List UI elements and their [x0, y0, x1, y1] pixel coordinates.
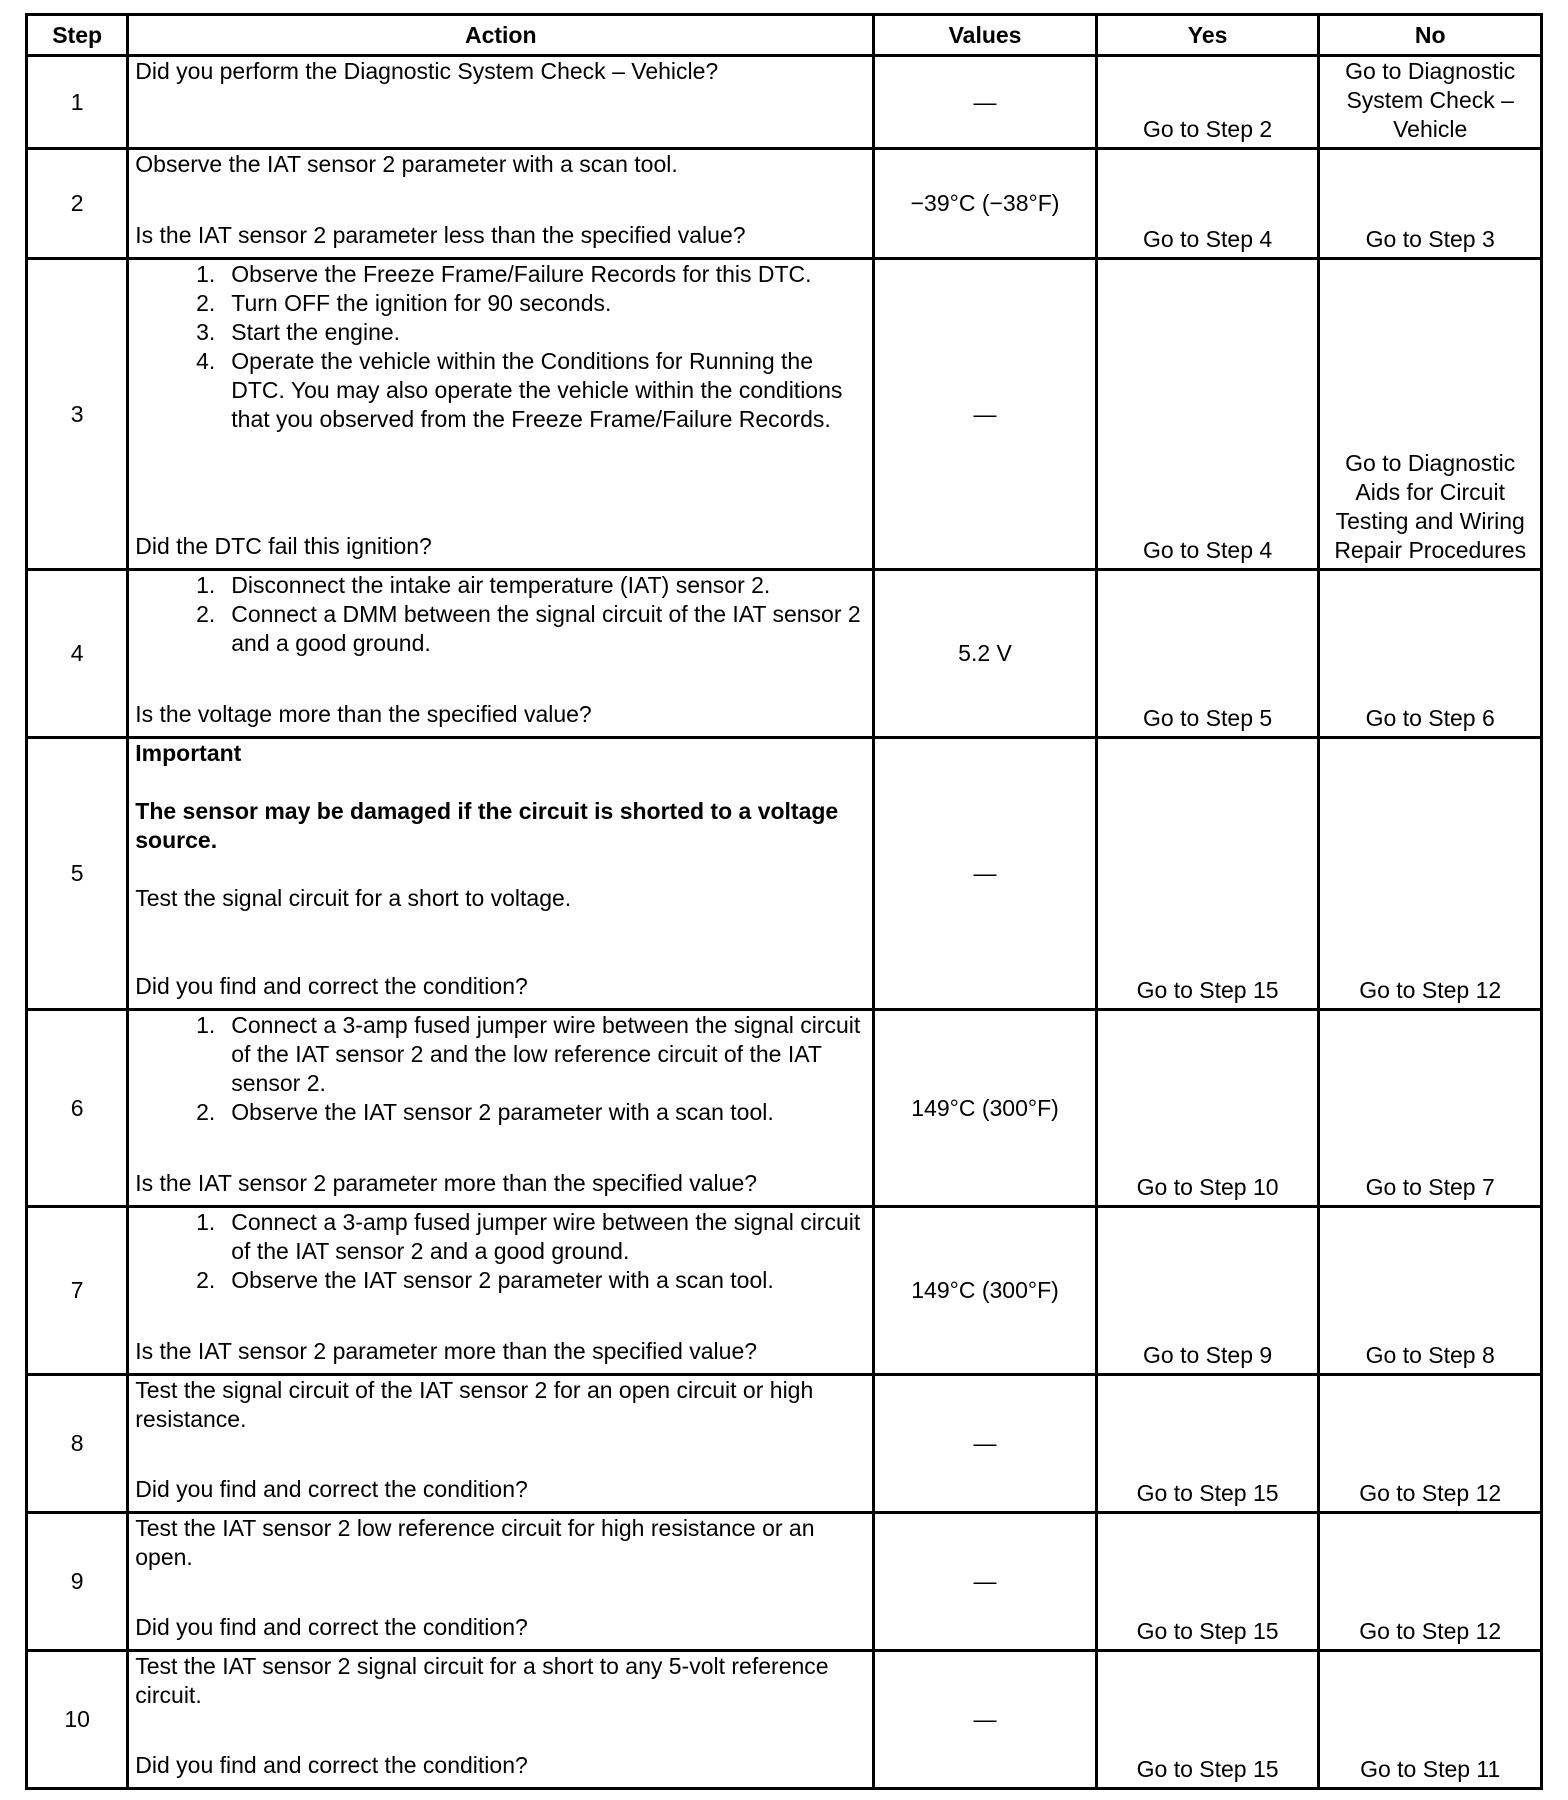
- table-row: [27, 570, 1542, 738]
- action-question: Is the voltage more than the specified value?: [135, 701, 592, 727]
- value-cell: 149°C (300°F): [874, 1207, 1097, 1375]
- action-text: Observe the IAT sensor 2 parameter with a scan tool.: [135, 151, 678, 177]
- action-text: Test the IAT sensor 2 low reference circuit for high resistance or an open.: [135, 1515, 815, 1570]
- list-item: 2. Observe the IAT sensor 2 parameter with a scan tool.: [196, 1099, 774, 1125]
- table-row: [27, 1651, 1542, 1789]
- no-cell: Go to Step 3: [1319, 149, 1542, 259]
- no-cell: Go to Step 12: [1319, 1513, 1542, 1651]
- action-cell: [128, 1010, 874, 1207]
- action-cell: [128, 570, 874, 738]
- table-row: [27, 738, 1542, 1010]
- header-yes: Yes: [1096, 15, 1319, 56]
- step-number: 4: [27, 570, 128, 738]
- action-question: Is the IAT sensor 2 parameter more than the specified value?: [135, 1170, 758, 1196]
- action-question: Did you find and correct the condition?: [135, 1476, 528, 1502]
- step-number: 1: [27, 56, 128, 149]
- table-row: [27, 1375, 1542, 1513]
- step-number: 7: [27, 1207, 128, 1375]
- yes-cell: Go to Step 15: [1096, 738, 1319, 1010]
- action-cell: [128, 1207, 874, 1375]
- list-item: 1. Connect a 3-amp fused jumper wire between the signal circuit of the IAT sensor 2 and a good ground.: [196, 1209, 861, 1264]
- action-text: Test the signal circuit of the IAT sensor 2 for an open circuit or high resistance.: [135, 1377, 814, 1432]
- diagnostic-table: [25, 13, 1543, 1790]
- action-cell: [128, 1651, 874, 1789]
- step-number: 8: [27, 1375, 128, 1513]
- important-note: The sensor may be damaged if the circuit is shorted to a voltage source.: [135, 798, 839, 853]
- yes-cell: Go to Step 15: [1096, 1375, 1319, 1513]
- table-row: [27, 56, 1542, 149]
- action-cell: [128, 1375, 874, 1513]
- action-step-list: [135, 571, 866, 658]
- action-cell: [128, 149, 874, 259]
- table-row: [27, 149, 1542, 259]
- table-header-row: [27, 15, 1542, 56]
- action-text: Test the IAT sensor 2 signal circuit for a short to any 5-volt reference circuit.: [135, 1653, 829, 1708]
- action-cell: [128, 738, 874, 1010]
- action-question: Is the IAT sensor 2 parameter more than the specified value?: [135, 1338, 758, 1364]
- yes-cell: Go to Step 15: [1096, 1513, 1319, 1651]
- action-cell: [128, 1513, 874, 1651]
- no-cell: Go to Step 12: [1319, 1375, 1542, 1513]
- action-cell: [128, 259, 874, 570]
- no-cell: Go to Diagnostic Aids for Circuit Testing and Wiring Repair Procedures: [1319, 259, 1542, 570]
- step-number: 10: [27, 1651, 128, 1789]
- yes-cell: Go to Step 10: [1096, 1010, 1319, 1207]
- list-item: 3. Start the engine.: [196, 319, 401, 345]
- action-text: Test the signal circuit for a short to voltage.: [135, 885, 572, 911]
- value-cell: —: [874, 259, 1097, 570]
- action-text: Did you perform the Diagnostic System Check – Vehicle?: [135, 58, 719, 84]
- header-action: Action: [128, 15, 874, 56]
- header-no: No: [1319, 15, 1542, 56]
- action-question: Did you find and correct the condition?: [135, 1752, 528, 1778]
- step-number: 5: [27, 738, 128, 1010]
- action-question: Did you find and correct the condition?: [135, 1614, 528, 1640]
- action-question: Is the IAT sensor 2 parameter less than the specified value?: [135, 222, 746, 248]
- list-item: 1. Observe the Freeze Frame/Failure Records for this DTC.: [196, 261, 812, 287]
- list-item: 2. Turn OFF the ignition for 90 seconds.: [196, 290, 612, 316]
- yes-cell: Go to Step 15: [1096, 1651, 1319, 1789]
- yes-cell: Go to Step 4: [1096, 259, 1319, 570]
- no-cell: Go to Step 7: [1319, 1010, 1542, 1207]
- action-cell: [128, 56, 874, 149]
- step-number: 3: [27, 259, 128, 570]
- value-cell: 149°C (300°F): [874, 1010, 1097, 1207]
- list-item: 1. Disconnect the intake air temperature (IAT) sensor 2.: [196, 572, 771, 598]
- value-cell: —: [874, 738, 1097, 1010]
- step-number: 9: [27, 1513, 128, 1651]
- value-cell: —: [874, 56, 1097, 149]
- value-cell: —: [874, 1513, 1097, 1651]
- action-question: Did you find and correct the condition?: [135, 973, 528, 999]
- yes-cell: Go to Step 2: [1096, 56, 1319, 149]
- value-cell: —: [874, 1651, 1097, 1789]
- no-cell: Go to Diagnostic System Check – Vehicle: [1319, 56, 1542, 149]
- list-item: 2. Observe the IAT sensor 2 parameter with a scan tool.: [196, 1267, 774, 1293]
- step-number: 2: [27, 149, 128, 259]
- value-cell: 5.2 V: [874, 570, 1097, 738]
- action-step-list: [135, 260, 866, 434]
- no-cell: Go to Step 6: [1319, 570, 1542, 738]
- header-step: Step: [27, 15, 128, 56]
- action-step-list: [135, 1011, 866, 1127]
- yes-cell: Go to Step 9: [1096, 1207, 1319, 1375]
- action-step-list: [135, 1208, 866, 1295]
- table-row: [27, 1207, 1542, 1375]
- no-cell: Go to Step 8: [1319, 1207, 1542, 1375]
- table-row: [27, 1010, 1542, 1207]
- table-row: [27, 259, 1542, 570]
- diagnostic-table-container: [25, 13, 1543, 1790]
- list-item: 2. Connect a DMM between the signal circuit of the IAT sensor 2 and a good ground.: [196, 601, 861, 656]
- list-item: 1. Connect a 3-amp fused jumper wire between the signal circuit of the IAT sensor 2 and the low reference circuit of the IAT sensor 2.: [196, 1012, 861, 1096]
- table-row: [27, 1513, 1542, 1651]
- step-number: 6: [27, 1010, 128, 1207]
- yes-cell: Go to Step 5: [1096, 570, 1319, 738]
- no-cell: Go to Step 11: [1319, 1651, 1542, 1789]
- important-heading: Important: [135, 740, 242, 766]
- value-cell: −39°C (−38°F): [874, 149, 1097, 259]
- no-cell: Go to Step 12: [1319, 738, 1542, 1010]
- value-cell: —: [874, 1375, 1097, 1513]
- list-item: 4. Operate the vehicle within the Conditions for Running the DTC. You may also operate the vehicle within the conditions that you observed from the Freeze Frame/Failure Records.: [196, 348, 843, 432]
- yes-cell: Go to Step 4: [1096, 149, 1319, 259]
- header-values: Values: [874, 15, 1097, 56]
- action-question: Did the DTC fail this ignition?: [135, 533, 432, 559]
